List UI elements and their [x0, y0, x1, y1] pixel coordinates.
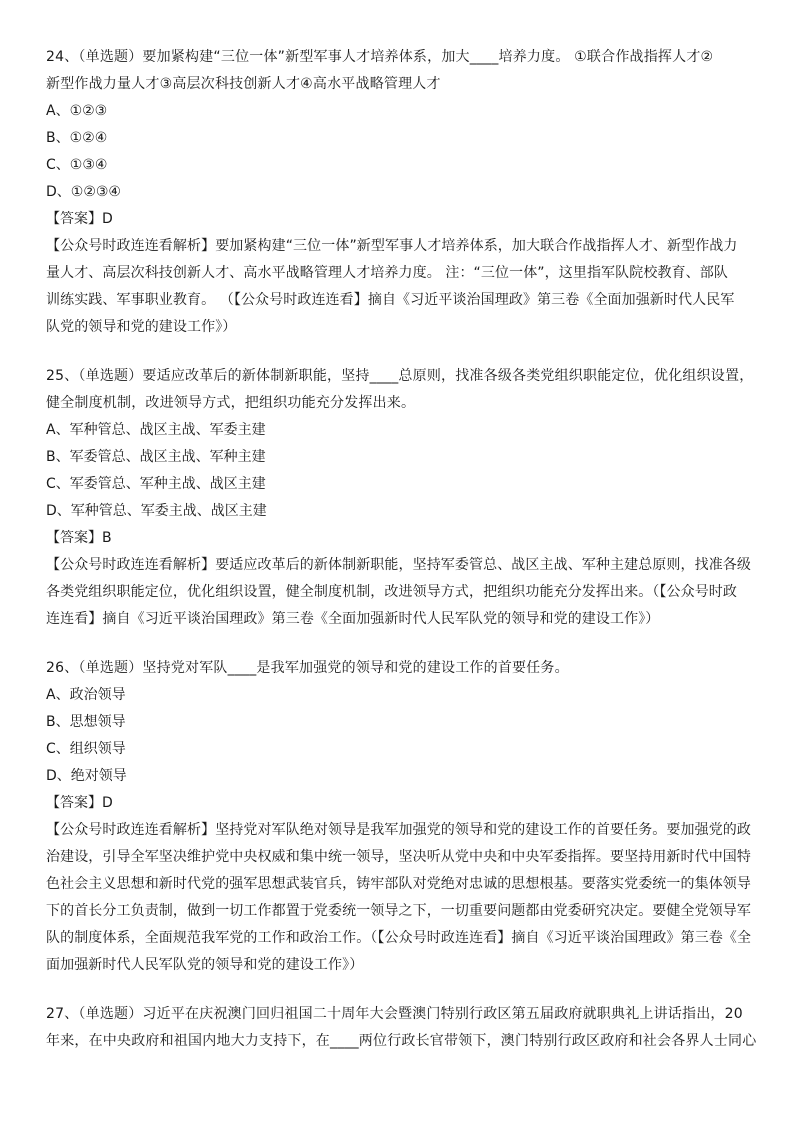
answer-key: 【答案】D [46, 211, 113, 227]
explanation-line: 面加强新时代人民军队党的领导和党的建设工作》） [46, 957, 364, 973]
answer-option: C、组织领导 [46, 741, 126, 757]
explanation-line: 【公众号时政连连看解析】要加紧构建“三位一体”新型军事人才培养体系，加大联合作战指挥人才、新型作战力 [46, 238, 738, 254]
answer-option: D、绝对领导 [46, 768, 127, 784]
explanation-line: 【公众号时政连连看解析】坚持党对军队绝对领导是我军加强党的领导和党的建设工作的首要任务。要加强党的政 [46, 822, 751, 838]
question-list [46, 44, 758, 1077]
question-stem-line: 新型作战力量人才③高层次科技创新人才④高水平战略管理人才 [46, 76, 441, 92]
answer-key: 【答案】B [46, 530, 112, 546]
answer-option: A、军种管总、战区主战、军委主建 [46, 422, 266, 438]
question-block [46, 363, 758, 633]
question-stem-line: 24、（单选题）要加紧构建“三位一体”新型军事人才培养体系，加大____培养力度。 ①联合作战指挥人才② [46, 49, 714, 65]
explanation-line: 队党的领导和党的建设工作》） [46, 319, 237, 335]
answer-key: 【答案】D [46, 795, 113, 811]
question-block [46, 655, 758, 979]
question-stem-line: 年来，在中央政府和祖国内地大力支持下，在____两位行政长官带领下，澳门特别行政区政府和社会各界人士同心 [46, 1033, 757, 1049]
question-block [46, 44, 758, 341]
answer-option: A、政治领导 [46, 687, 126, 703]
explanation-line: 量人才、高层次科技创新人才、高水平战略管理人才培养力度。 注：“三位一体”，这里指军队院校教育、部队 [46, 265, 728, 281]
answer-option: A、①②③ [46, 103, 108, 119]
answer-option: B、思想领导 [46, 714, 126, 730]
answer-option: C、军委管总、军种主战、战区主建 [46, 476, 266, 492]
question-stem-line: 25、（单选题）要适应改革后的新体制新职能，坚持____总原则，找准各级各类党组织职能定位，优化组织设置， [46, 368, 754, 384]
answer-option: D、军种管总、军委主战、战区主建 [46, 503, 267, 519]
explanation-line: 色社会主义思想和新时代党的强军思想武装官兵，铸牢部队对党绝对忠诚的思想根基。要落实党委统一的集体领导 [46, 876, 751, 892]
answer-option: B、①②④ [46, 130, 108, 146]
explanation-line: 训练实践、军事职业教育。 （【公众号时政连连看】摘自《习近平谈治国理政》第三卷《全面加强新时代人民军 [46, 292, 735, 308]
explanation-line: 【公众号时政连连看解析】要适应改革后的新体制新职能，坚持军委管总、战区主战、军种主建总原则，找准各级 [46, 557, 751, 573]
explanation-line: 队的制度体系，全面规范我军党的工作和政治工作。（【公众号时政连连看】摘自《习近平谈治国理政》第三卷《全 [46, 930, 752, 946]
explanation-line: 各类党组织职能定位，优化组织设置，健全制度机制，改进领导方式，把组织功能充分发挥出来。（【公众号时政 [46, 584, 737, 600]
question-block [46, 1001, 758, 1055]
explanation-line: 下的首长分工负责制，做到一切工作都置于党委统一领导之下，一切重要问题都由党委研究决定。要健全党领导军 [46, 903, 751, 919]
explanation-line: 连连看】摘自《习近平谈治国理政》第三卷《全面加强新时代人民军队党的领导和党的建设工作》） [46, 611, 660, 627]
answer-option: C、①③④ [46, 157, 108, 173]
question-stem-line: 27、（单选题）习近平在庆祝澳门回归祖国二十周年大会暨澳门特别行政区第五届政府就职典礼上讲话指出，20 [46, 1006, 743, 1022]
question-stem-line: 健全制度机制，改进领导方式，把组织功能充分发挥出来。 [46, 395, 416, 411]
explanation-line: 治建设，引导全军坚决维护党中央权威和集中统一领导，坚决听从党中央和中央军委指挥。要坚持用新时代中国特 [46, 849, 751, 865]
answer-option: D、①②③④ [46, 184, 121, 200]
answer-option: B、军委管总、战区主战、军种主建 [46, 449, 266, 465]
question-stem-line: 26、（单选题）坚持党对军队____是我军加强党的领导和党的建设工作的首要任务。 [46, 660, 569, 676]
